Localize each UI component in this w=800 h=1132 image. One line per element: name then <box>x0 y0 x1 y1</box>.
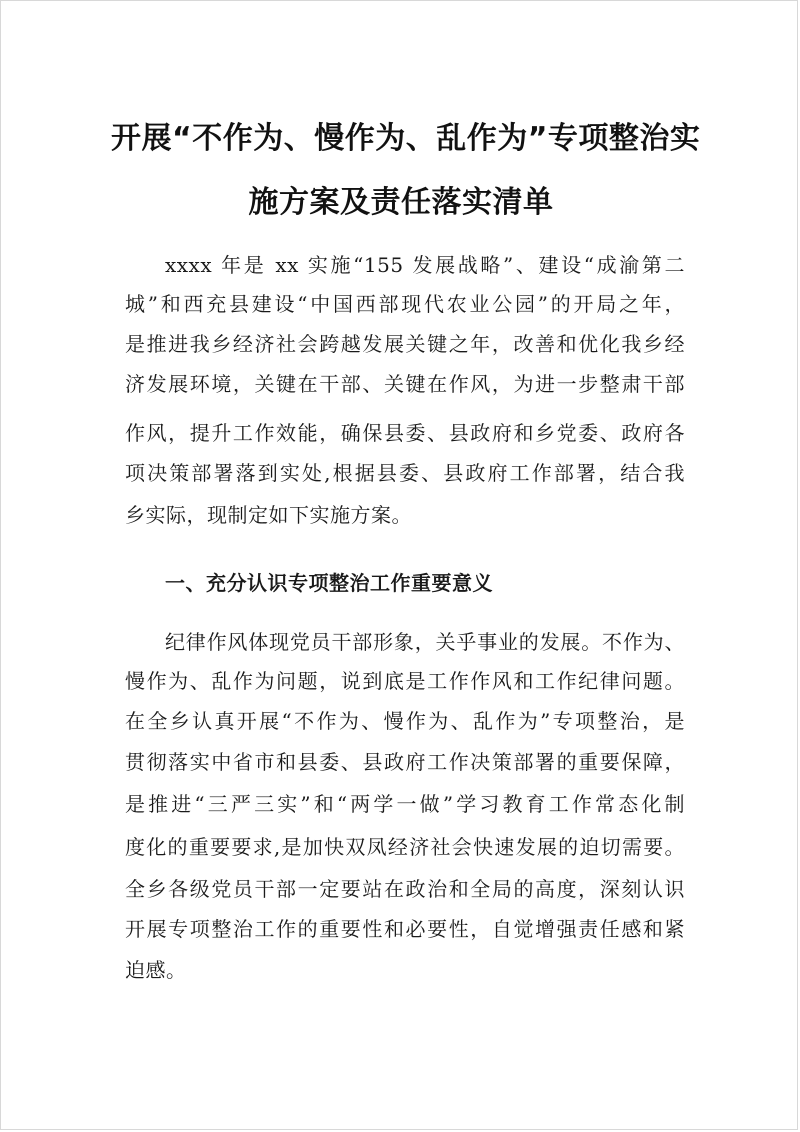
intro-paragraph-line: xxxx 年是 xx 实施“155 发展战略”、建设“成渝第二 <box>165 253 685 277</box>
document-title-line-1: 开展“不作为、慢作为、乱作为”专项整治实 <box>111 121 701 156</box>
section-1-paragraph-line: 迫感。 <box>125 958 187 982</box>
section-1-paragraph-line: 度化的重要要求,是加快双凤经济社会快速发展的迫切需要。 <box>125 835 685 859</box>
section-1-paragraph-line: 纪律作风体现党员干部形象，关乎事业的发展。不作为、 <box>165 630 685 654</box>
section-1-paragraph-line: 全乡各级党员干部一定要站在政治和全局的高度，深刻认识 <box>125 877 685 901</box>
section-1-paragraph-line: 慢作为、乱作为问题，说到底是工作作风和工作纪律问题。 <box>125 669 685 693</box>
section-1-paragraph-line: 在全乡认真开展“不作为、慢作为、乱作为”专项整治，是 <box>125 709 685 733</box>
document-title-line-2: 施方案及责任落实清单 <box>248 185 554 220</box>
intro-paragraph-line: 济发展环境，关键在干部、关键在作风，为进一步整肃干部 <box>125 372 685 396</box>
section-1-heading: 一、充分认识专项整治工作重要意义 <box>165 571 493 595</box>
section-1-paragraph-line: 开展专项整治工作的重要性和必要性，自觉增强责任感和紧 <box>125 917 685 941</box>
intro-paragraph-line: 乡实际，现制定如下实施方案。 <box>125 503 412 527</box>
intro-paragraph-line: 是推进我乡经济社会跨越发展关键之年，改善和优化我乡经 <box>125 332 685 356</box>
intro-paragraph-line: 作风，提升工作效能，确保县委、县政府和乡党委、政府各 <box>125 421 685 445</box>
section-1-paragraph-line: 贯彻落实中省市和县委、县政府工作决策部署的重要保障， <box>125 750 685 774</box>
intro-paragraph-line: 城”和西充县建设“中国西部现代农业公园”的开局之年， <box>125 292 685 316</box>
section-1-paragraph-line: 是推进“三严三实”和“两学一做”学习教育工作常态化制 <box>125 792 685 816</box>
intro-paragraph-line: 项决策部署落到实处,根据县委、县政府工作部署，结合我 <box>125 461 685 485</box>
